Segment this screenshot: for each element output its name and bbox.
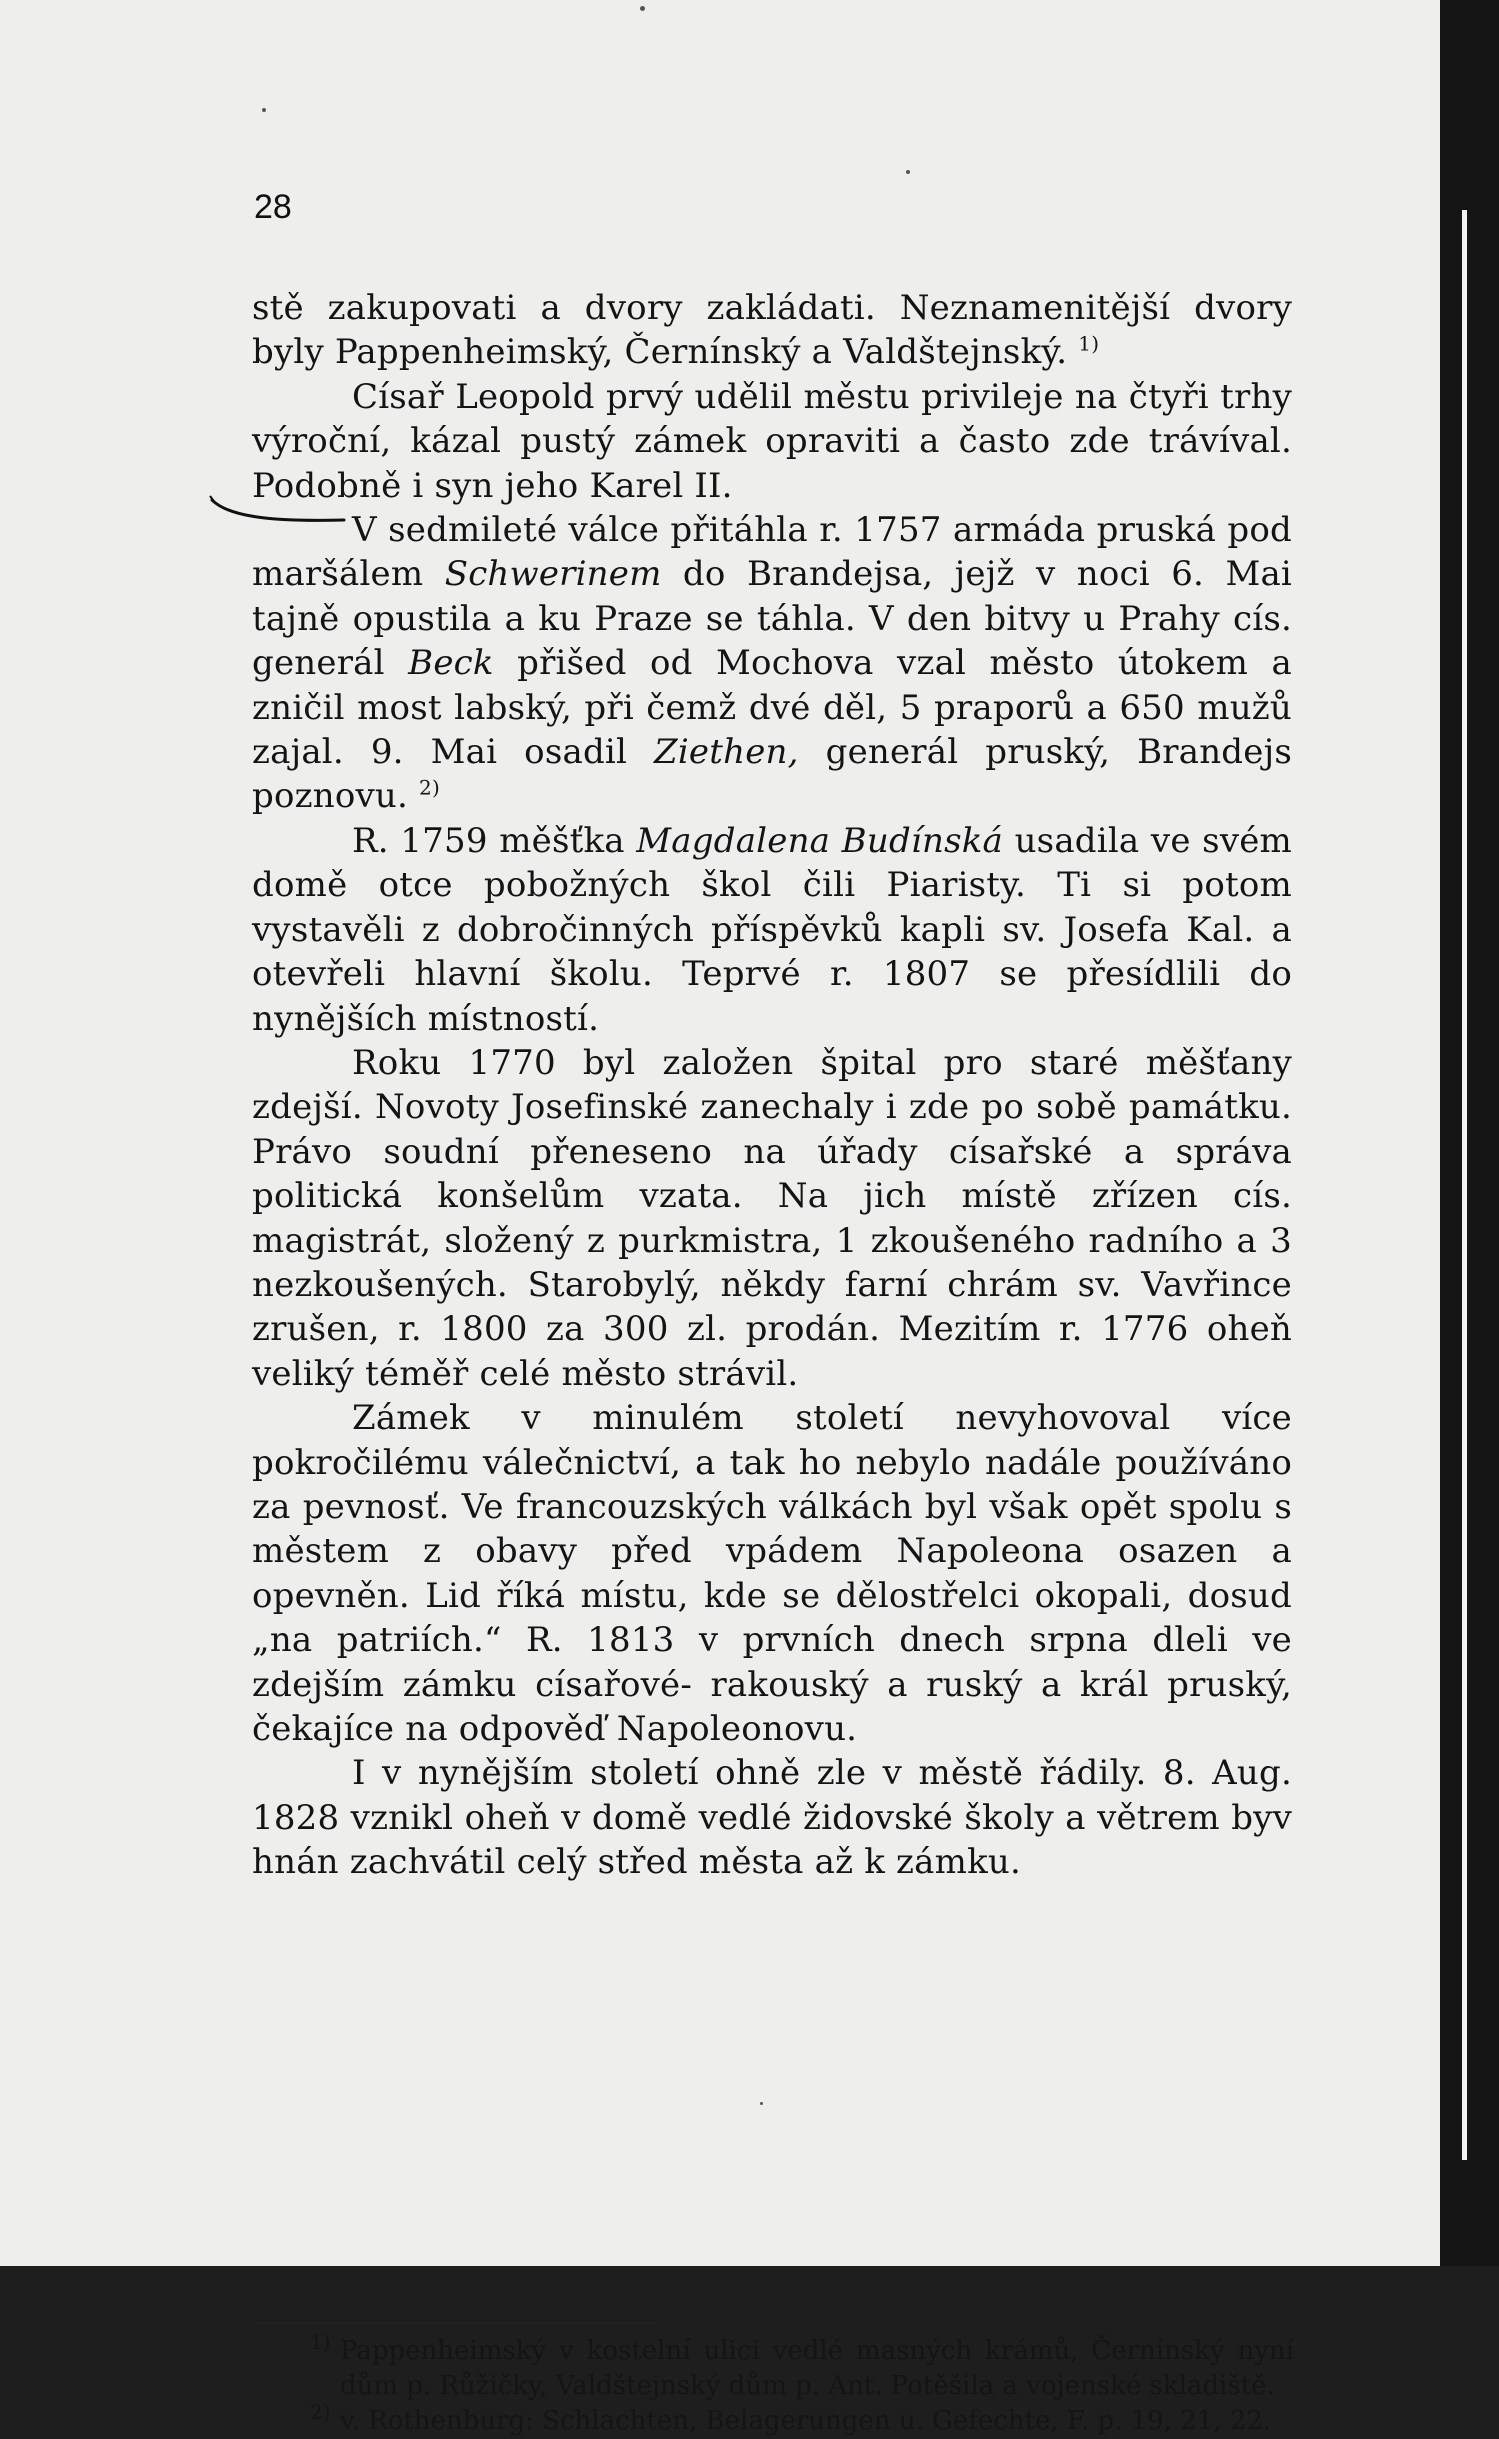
footnote: 1) Pappenheimský v kostelní ulici vedlé masných krámů, Černínský nyní dům p. Růžičky, Valdštejnský dům p. Ant. Potěšila a vojenské skladiště.: [310, 2330, 1294, 2401]
paragraph: [252, 1751, 1292, 1884]
binding-edge: [1440, 0, 1499, 2266]
text-run: V sedmileté válce přitáhla r. 1757 armáda pruská pod maršálem: [252, 510, 1292, 595]
text-run: I v nynějším století ohně zle v městě řádily. 8. Aug. 1828 vznikl oheň v domě vedlé židovské školy a větrem byv hnán zachvátil celý střed města až k zámku.: [252, 1753, 1292, 1883]
binding-edge-line: [1462, 210, 1467, 2160]
scan-speck: [640, 6, 645, 11]
footnote-text: Pappenheimský v kostelní ulici vedlé masných krámů, Černínský nyní dům p. Růžičky, Valdštejnský dům p. Ant. Potěšila a vojenské skladiště.: [340, 2336, 1294, 2401]
scan-speck: [262, 108, 266, 112]
footnote-divider: [258, 2322, 658, 2324]
scan-speck: [760, 2102, 763, 2105]
italic-name: Ziethen,: [654, 732, 799, 773]
text-run: Roku 1770 byl založen špital pro staré měšťany zdejší. Novoty Josefinské zanechaly i zde po sobě památku. Právo soudní přeneseno na úřady císařské a správa politická konšelům vzata. Na jich místě zřízen cís. magistrát, složený z purkmistra, 1 zkoušeného radního a 3 nezkoušených. Starobylý, někdy farní chrám sv. Vavřince zrušen, r. 1800 za 300 zl. prodán. Mezitím r. 1776 oheň veliký téměř celé město strávil.: [252, 1042, 1292, 1394]
paragraph: [252, 286, 1292, 375]
paragraph: [252, 819, 1292, 1041]
paragraph: [252, 508, 1292, 819]
italic-name: Schwerinem: [444, 554, 662, 595]
footnote-reference: 2): [419, 776, 440, 801]
footnote-text: v. Rothenburg: Schlachten, Belagerungen u. Gefechte, F. p. 19, 21, 22.: [340, 2406, 1272, 2436]
footnotes: [310, 2330, 1294, 2439]
text-run: generál pruský, Brandejs poznovu.: [252, 732, 1292, 817]
page-number: 28: [254, 188, 292, 226]
text-run: přišed od Mochova vzal město útokem a zničil most labský, při čemž dvé děl, 5 praporů a 650 mužů zajal. 9. Mai osadil: [252, 643, 1292, 773]
body-text: [252, 286, 1292, 1885]
paragraph: [252, 1396, 1292, 1751]
text-run: stě zakupovati a dvory zakládati. Neznamenitější dvory byly Pappenheimský, Černínský a Valdštejnský.: [252, 288, 1292, 373]
italic-name: Magdalena Budínská: [636, 820, 1004, 861]
text-run: usadila ve svém domě otce pobožných škol čili Piaristy. Ti si potom vystavěli z dobročinných příspěvků kapli sv. Josefa Kal. a otevřeli hlavní školu. Teprvé r. 1807 se přesídlili do nynějších místností.: [252, 820, 1292, 1039]
text-run: do Brandejsa, jejž v noci 6. Mai tajně opustila a ku Praze se táhla. V den bitvy u Prahy cís. generál: [252, 554, 1292, 684]
text-run: Zámek v minulém století nevyhovoval více pokročilému válečnictví, a tak ho nebylo nadále používáno za pevnosť. Ve francouzských válkách byl však opět spolu s městem z obavy před vpádem Napoleona osazen a opevněn. Lid říká místu, kde se dělostřelci okopali, dosud „na patriích.“ R. 1813 v prvních dnech srpna dleli ve zdejším zámku císařové- rakouský a ruský a král pruský, čekajíce na odpověď Napoleonovu.: [252, 1398, 1292, 1749]
text-run: Císař Leopold prvý udělil městu privileje na čtyři trhy výroční, kázal pustý zámek opraviti a často zde trávíval. Podobně i syn jeho Karel II.: [252, 376, 1292, 506]
footnote-reference: 1): [1078, 332, 1100, 357]
text-run: R. 1759 měšťka: [352, 820, 637, 861]
paragraph: [252, 1041, 1292, 1396]
scan-speck: [906, 170, 910, 174]
paragraph: [252, 375, 1292, 508]
italic-name: Beck: [408, 643, 494, 684]
footnote: 2) v. Rothenburg: Schlachten, Belagerungen u. Gefechte, F. p. 19, 21, 22.: [310, 2400, 1272, 2436]
